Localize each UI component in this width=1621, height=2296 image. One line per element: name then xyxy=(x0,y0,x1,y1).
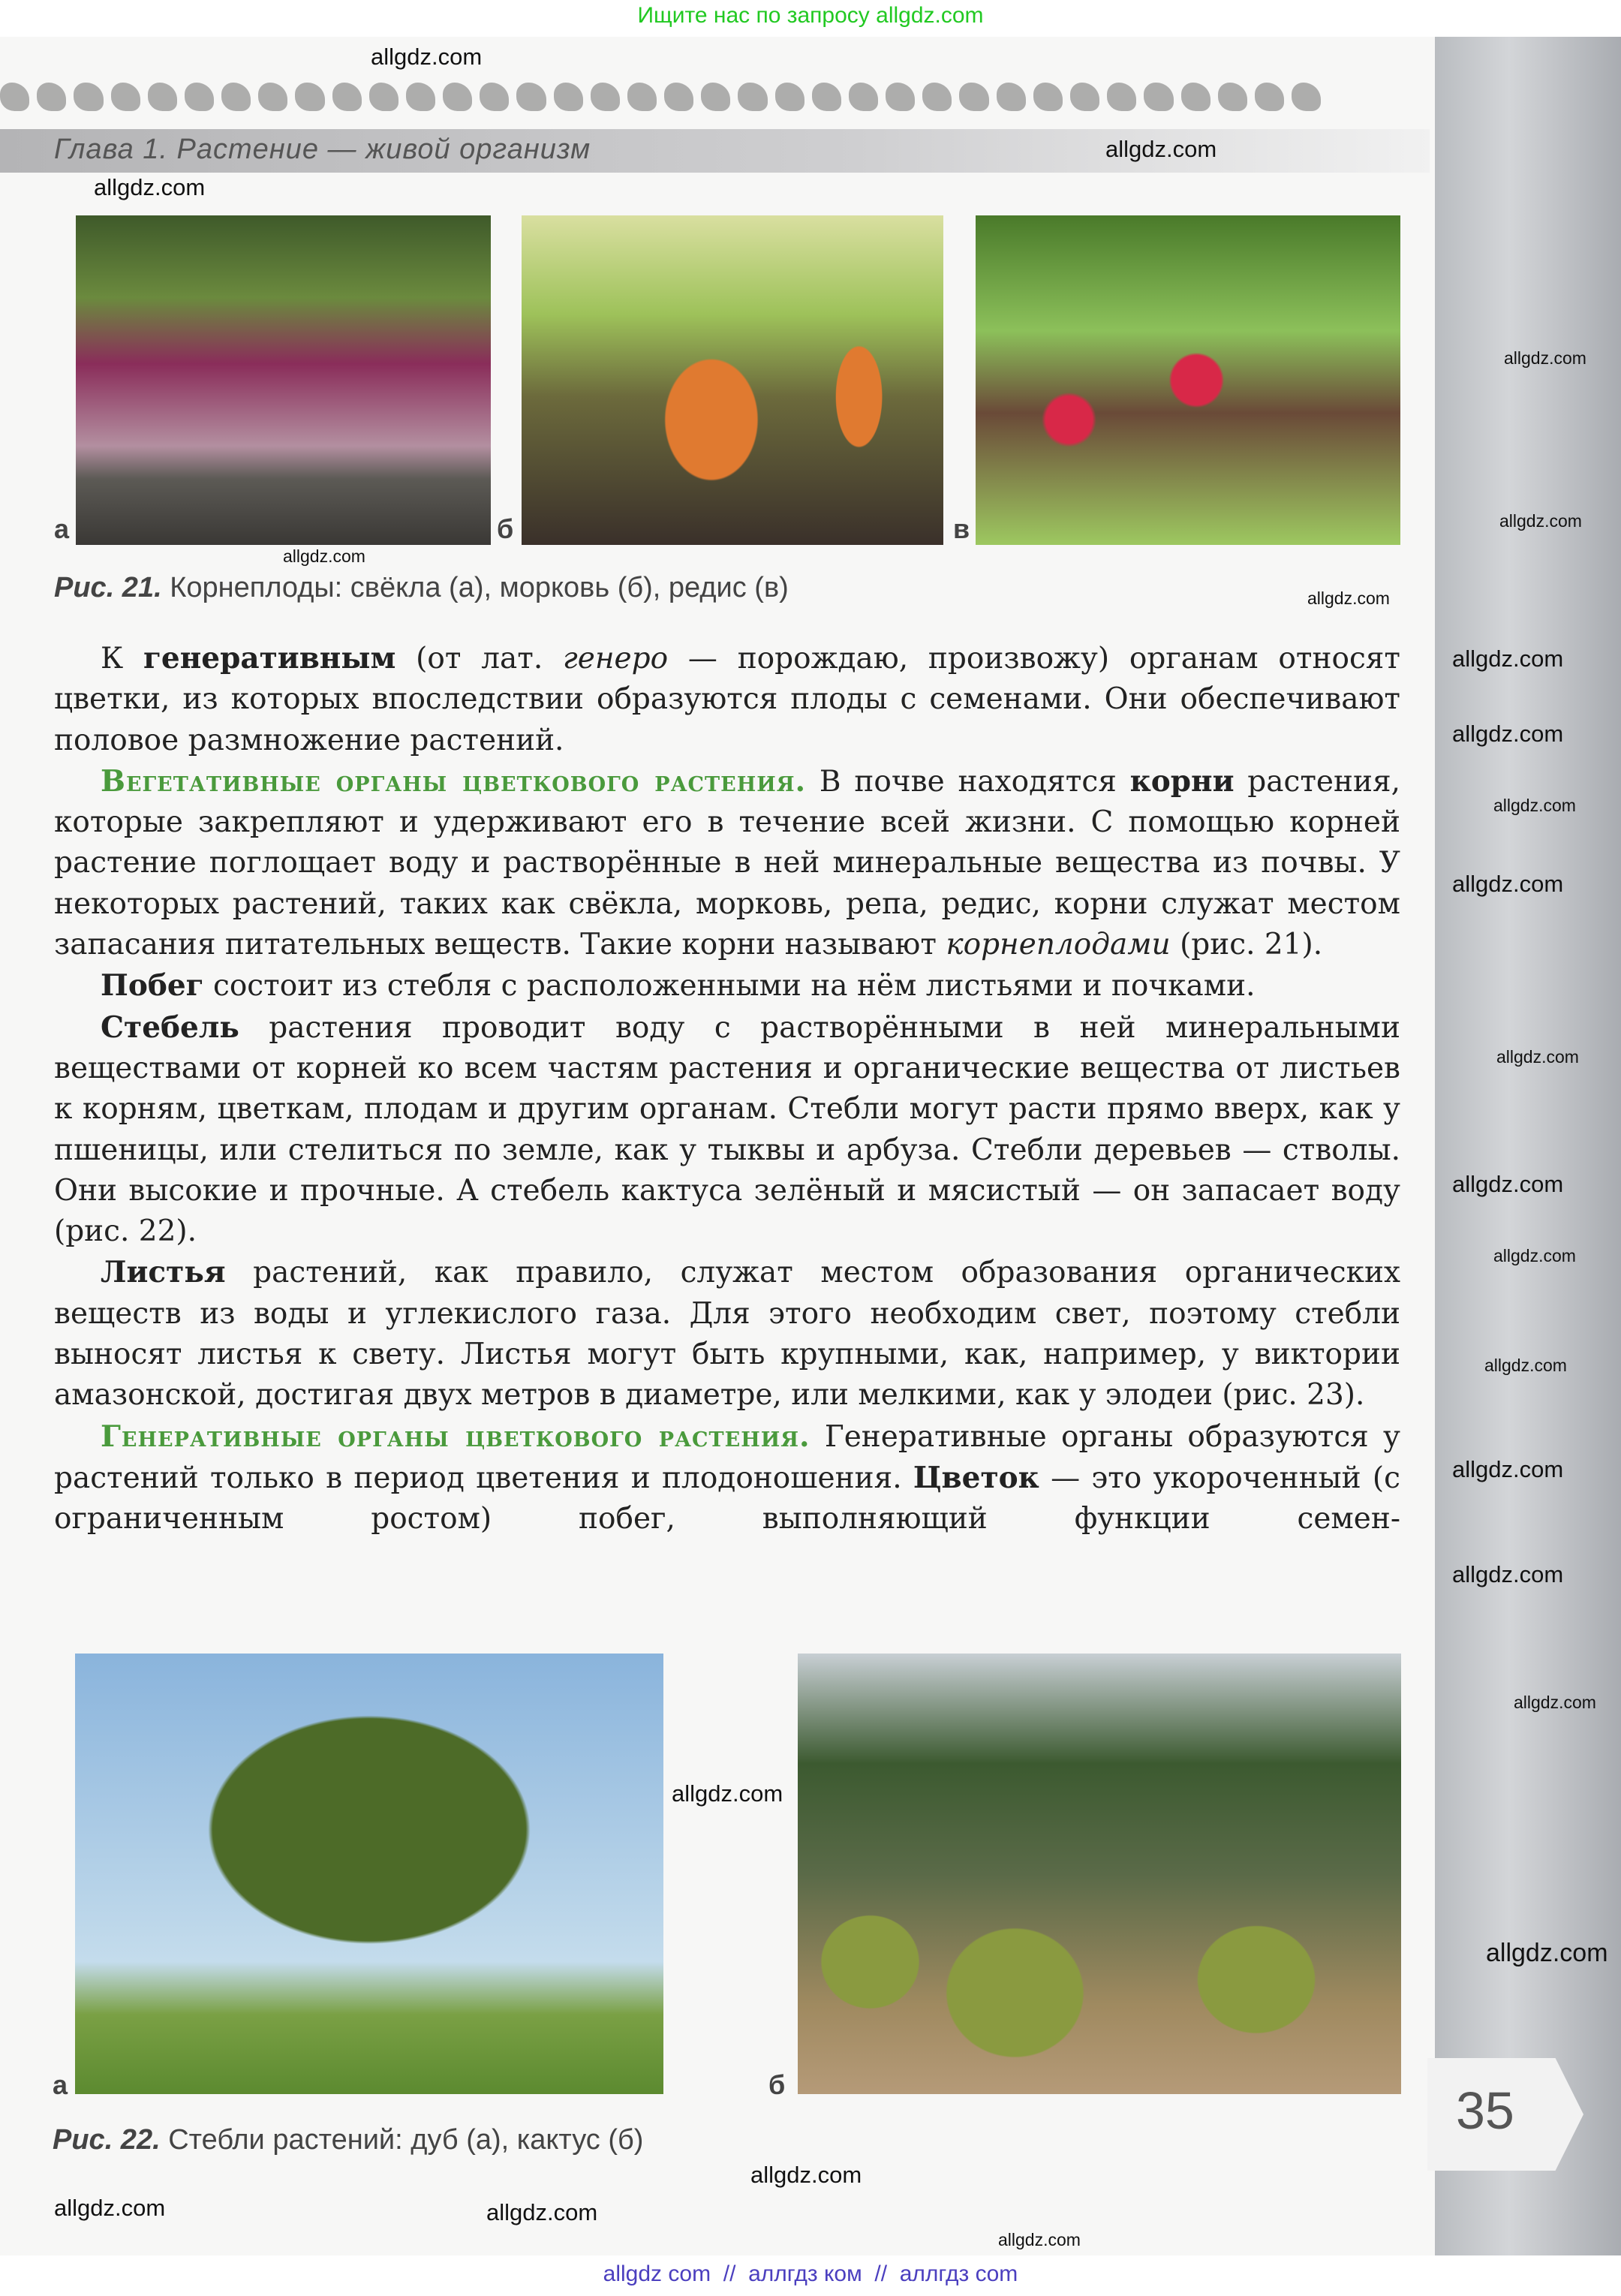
watermark: allgdz.com xyxy=(1496,1047,1579,1067)
fig22-caption xyxy=(53,2124,643,2156)
animal-silhouette-icon xyxy=(886,83,915,111)
watermark: allgdz.com xyxy=(94,174,206,200)
watermark: allgdz.com xyxy=(54,2195,166,2221)
paragraph xyxy=(54,638,1400,761)
fig21-label-c: в xyxy=(953,513,970,544)
body-text xyxy=(54,638,1400,1540)
fig21-label-b: б xyxy=(497,513,514,544)
fig21-label-a: а xyxy=(54,513,70,544)
watermark: allgdz.com xyxy=(750,2162,862,2188)
watermark: allgdz.com xyxy=(371,44,483,70)
watermark: allgdz.com xyxy=(998,2230,1081,2249)
animal-silhouette-icon xyxy=(1218,83,1247,111)
watermark: allgdz.com xyxy=(1452,871,1564,897)
watermark: allgdz.com xyxy=(1452,1561,1564,1587)
animal-silhouette-icon xyxy=(111,83,140,111)
watermark: allgdz.com xyxy=(1452,721,1564,747)
animal-silhouette-icon xyxy=(74,83,103,111)
text-run: растения проводит воду с растворёнными в ней минеральными веществами от корней ко всем частям растения и органические вещества от листьев к корням, цветкам, плодам и другим органам. Стебли могут расти прямо вверх, как у пшеницы, или стелиться по земле, как у тыквы и арбуза. Стебли деревьев — стволы. Они высокие и прочные. А стебель кактуса зелёный и мясистый — он запасает воду (рис. 22). xyxy=(54,1010,1400,1249)
term-bold: корни xyxy=(1129,763,1235,799)
fig21-caption xyxy=(54,572,789,604)
animal-silhouette-icon xyxy=(1033,83,1063,111)
bottom-watermark: allgdz com // аллгдз ком // аллгдз com xyxy=(603,2261,1018,2286)
watermark: allgdz.com xyxy=(1105,136,1217,162)
animal-silhouette-icon xyxy=(1144,83,1173,111)
animal-silhouette-icon xyxy=(1181,83,1210,111)
term-bold: Стебель xyxy=(101,1010,239,1045)
watermark: allgdz.com xyxy=(283,546,365,566)
animal-silhouette-icon xyxy=(627,83,657,111)
page-number: 35 xyxy=(1456,2081,1514,2140)
animal-silhouettes-border xyxy=(0,74,1321,111)
animal-silhouette-icon xyxy=(185,83,214,111)
animal-silhouette-icon xyxy=(332,83,362,111)
text-run: К xyxy=(101,642,143,676)
animal-silhouette-icon xyxy=(775,83,804,111)
animal-silhouette-icon xyxy=(295,83,324,111)
animal-silhouette-icon xyxy=(443,83,472,111)
top-search-note: Ищите нас по запросу allgdz.com xyxy=(637,3,984,28)
photo-beet xyxy=(76,215,491,545)
watermark: allgdz.com xyxy=(1499,511,1582,531)
animal-silhouette-icon xyxy=(922,83,952,111)
paragraph xyxy=(54,1416,1400,1540)
page-edge-strip xyxy=(1435,37,1621,2255)
text-run: — это укороченный (с ограниченным ростом) побег, выполняющий функции семен- xyxy=(54,1461,1400,1536)
watermark: allgdz.com xyxy=(486,2199,598,2225)
watermark: allgdz.com xyxy=(1452,645,1564,672)
photo-radish xyxy=(976,215,1400,545)
animal-silhouette-icon xyxy=(516,83,546,111)
text-run: растения, которые закрепляют и удерживают его в течение всей жизни. С помощью корней растение поглощает воду и растворённые в ней минеральные вещества из почвы. У некоторых растений, таких как свёкла, морковь, репа, редис, корни служат местом запасания питательных веществ. Такие корни называют xyxy=(54,764,1400,962)
term-bold: Листья xyxy=(101,1255,226,1290)
paragraph xyxy=(54,1252,1400,1416)
animal-silhouette-icon xyxy=(406,83,435,111)
animal-silhouette-icon xyxy=(738,83,767,111)
paragraph xyxy=(54,761,1400,965)
fig21-number: Рис. 21. xyxy=(54,572,162,603)
animal-silhouette-icon xyxy=(1107,83,1136,111)
text-run: — порождаю, произвожу) органам относят цветки, из которых впоследствии образуются плоды с семенами. Они обеспечивают половое размножение растений. xyxy=(54,642,1400,757)
fig22-label-b: б xyxy=(768,2069,786,2100)
watermark: allgdz.com xyxy=(1493,796,1576,815)
text-run: состоит из стебля с расположенными на нём листьями и почками. xyxy=(203,969,1256,1004)
term-bold: генеративным xyxy=(143,641,396,676)
animal-silhouette-icon xyxy=(591,83,620,111)
paragraph xyxy=(54,1007,1400,1253)
text-run: Генеративные органы образуются у растений только в период цветения и плодоношения. xyxy=(54,1419,1400,1495)
chapter-title: Глава 1. Растение — живой организм xyxy=(54,134,591,165)
term-bold: Побег xyxy=(101,968,204,1004)
watermark: allgdz.com xyxy=(1452,1456,1564,1482)
section-heading: Генеративные органы цветкового растения. xyxy=(101,1419,810,1454)
animal-silhouette-icon xyxy=(812,83,841,111)
text-run: (рис. 21). xyxy=(1170,928,1323,962)
watermark: allgdz.com xyxy=(1493,1246,1576,1265)
watermark: allgdz.com xyxy=(1514,1693,1596,1712)
animal-silhouette-icon xyxy=(37,83,66,111)
fig22-label-a: а xyxy=(53,2069,68,2100)
animal-silhouette-icon xyxy=(959,83,988,111)
watermark: allgdz.com xyxy=(1504,348,1586,368)
animal-silhouette-icon xyxy=(369,83,398,111)
fig22-text: Стебли растений: дуб (а), кактус (б) xyxy=(168,2124,644,2156)
animal-silhouette-icon xyxy=(664,83,693,111)
term-bold: Цветок xyxy=(913,1460,1039,1495)
section-heading: Вегетативные органы цветкового растения. xyxy=(101,763,807,799)
animal-silhouette-icon xyxy=(554,83,583,111)
watermark: allgdz.com xyxy=(672,1780,783,1807)
animal-silhouette-icon xyxy=(480,83,509,111)
animal-silhouette-icon xyxy=(1255,83,1284,111)
watermark: allgdz.com xyxy=(1452,1171,1564,1197)
animal-silhouette-icon xyxy=(997,83,1026,111)
term-italic: корнеплодами xyxy=(946,928,1171,962)
animal-silhouette-icon xyxy=(849,83,878,111)
paragraph xyxy=(54,965,1400,1007)
text-run: (от лат. xyxy=(395,642,564,676)
fig21-text: Корнеплоды: свёкла (а), морковь (б), редис (в) xyxy=(170,572,789,603)
photo-oak xyxy=(75,1654,663,2094)
photo-cactus xyxy=(798,1654,1401,2094)
photo-carrot xyxy=(522,215,943,545)
animal-silhouette-icon xyxy=(1070,83,1099,111)
animal-silhouette-icon xyxy=(221,83,251,111)
animal-silhouette-icon xyxy=(148,83,177,111)
animal-silhouette-icon xyxy=(0,83,29,111)
watermark: allgdz.com xyxy=(1486,1939,1608,1967)
fig22-number: Рис. 22. xyxy=(53,2124,161,2156)
watermark: allgdz.com xyxy=(1484,1356,1567,1375)
term-italic: генеро xyxy=(563,642,669,676)
animal-silhouette-icon xyxy=(258,83,287,111)
watermark: allgdz.com xyxy=(1307,588,1390,608)
text-run: растений, как правило, служат местом образования органических веществ из воды и углекислого газа. Для этого необходим свет, поэтому стебли выносят листья к свету. Листья могут быть крупными, как, например, у виктории амазонской, достигая двух метров в диаметре, или мелкими, как у элодеи (рис. 23). xyxy=(54,1256,1400,1413)
text-run: В почве находятся xyxy=(806,764,1130,799)
animal-silhouette-icon xyxy=(1292,83,1321,111)
animal-silhouette-icon xyxy=(701,83,730,111)
